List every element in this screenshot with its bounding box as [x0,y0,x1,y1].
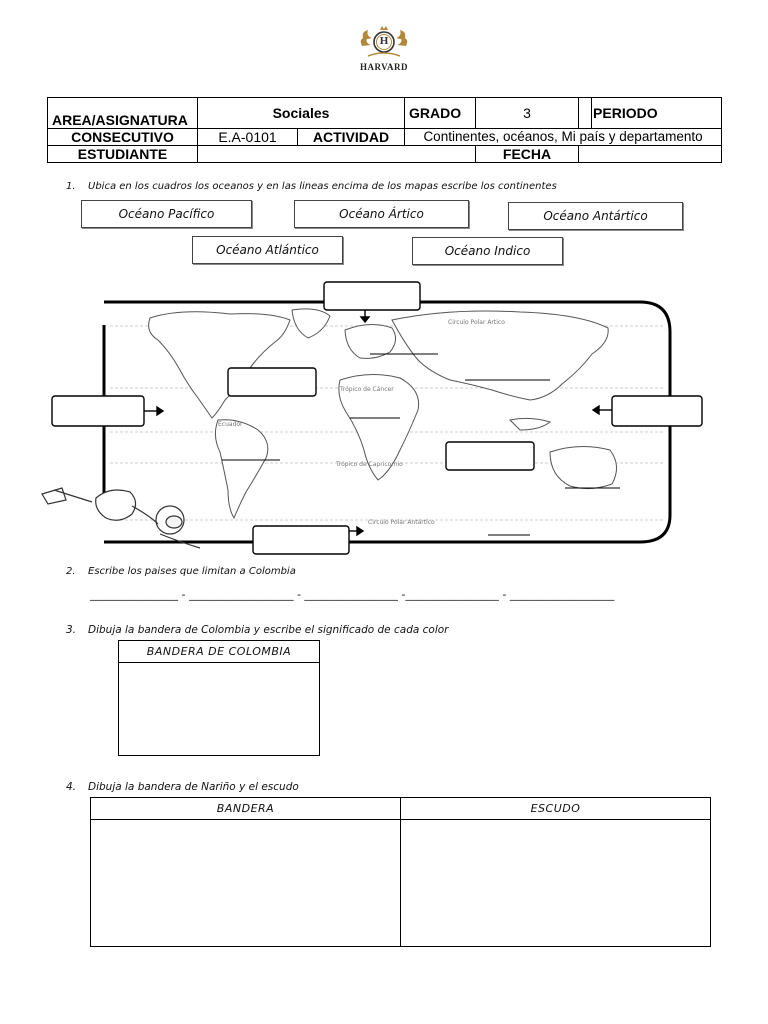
question-4-text: Dibuja la bandera de Nariño y el escudo [88,781,299,793]
ocean-card-atlantico[interactable]: Océano Atlántico [192,236,343,264]
logo-name: HARVARD [359,62,409,72]
continents [149,309,617,518]
consecutivo-label: CONSECUTIVO [48,129,198,146]
question-1 [66,181,557,192]
question-4-number: 4. [66,781,77,793]
narino-bandera-header: BANDERA [216,802,275,815]
ocean-card-indico[interactable]: Océano Indico [412,237,563,265]
crest-letter: H [379,35,389,47]
diver-tank [96,490,136,520]
narino-table [90,797,711,947]
ocean-box-atlantic[interactable] [228,368,316,396]
grado-label: GRADO [405,98,476,129]
area-value[interactable]: Sociales [198,98,405,129]
periodo-label: PERIODO [579,98,592,129]
capricorn-label: Trópico de Capricornio [336,461,403,468]
arctic-circle-label: Circulo Polar Artico [448,319,505,326]
question-3-text: Dibuja la bandera de Colombia y escribe el significado de cada color [88,624,449,636]
ocean-card-artico[interactable]: Océano Ártico [294,200,469,228]
north-america-shape [149,312,290,418]
south-america-shape [215,420,267,518]
question-2-text: Escribe los paises que limitan a Colombia [88,566,296,577]
greenland-shape [292,309,330,338]
question-3 [66,624,448,636]
narino-escudo-header: ESCUDO [400,798,710,819]
grado-value[interactable]: 3 [476,98,579,129]
estudiante-label: ESTUDIANTE [48,146,198,163]
ocean-box-indian[interactable] [446,442,534,470]
ocean-box-top[interactable] [324,282,420,310]
consecutivo-value[interactable]: E.A-0101 [198,129,298,146]
ocean-box-left[interactable] [52,396,144,426]
antarctic-circle-label: Circulo Polar Antártico [368,519,435,526]
narino-bandera-area[interactable] [91,820,400,946]
question-2-number: 2. [66,566,76,577]
ocean-box-right[interactable] [612,396,702,426]
colombia-flag-box [118,640,320,756]
ocean-card-pacifico[interactable]: Océano Pacífico [81,200,252,228]
fecha-label: FECHA [476,146,579,163]
world-map [40,280,708,565]
narino-escudo-area[interactable] [400,820,710,946]
fecha-value[interactable] [579,146,722,163]
cancer-label: Trópico de Cáncer [340,386,394,393]
school-logo [352,26,416,82]
question-3-number: 3. [66,624,77,636]
ocean-card-antartico[interactable]: Océano Antártico [508,202,683,230]
estudiante-value[interactable] [198,146,476,163]
question-4 [66,781,299,793]
actividad-label: ACTIVIDAD [298,129,405,146]
australia-shape [550,446,617,488]
indonesia-shape [510,418,550,430]
area-label: AREA/ASIGNATURA [48,98,198,129]
question-1-number: 1. [66,181,76,192]
countries-blanks[interactable]: ________________ - ___________________ - _________________ -_________________ - ___________________ [90,588,615,601]
question-1-text: Ubica en los cuadros los oceanos y en las lineas encima de los mapas escribe los continentes [88,181,557,192]
europe-shape [345,324,396,358]
header-table [47,97,722,163]
colombia-flag-title: BANDERA DE COLOMBIA [119,641,319,663]
actividad-value[interactable]: Continentes, océanos, Mi país y departamento [405,129,722,146]
colombia-flag-drawing-area[interactable] [119,663,319,755]
ocean-box-bottom[interactable] [253,526,349,554]
question-2 [66,566,296,577]
diver-illustration [42,488,200,548]
ecuador-label: Ecuador [218,421,243,428]
